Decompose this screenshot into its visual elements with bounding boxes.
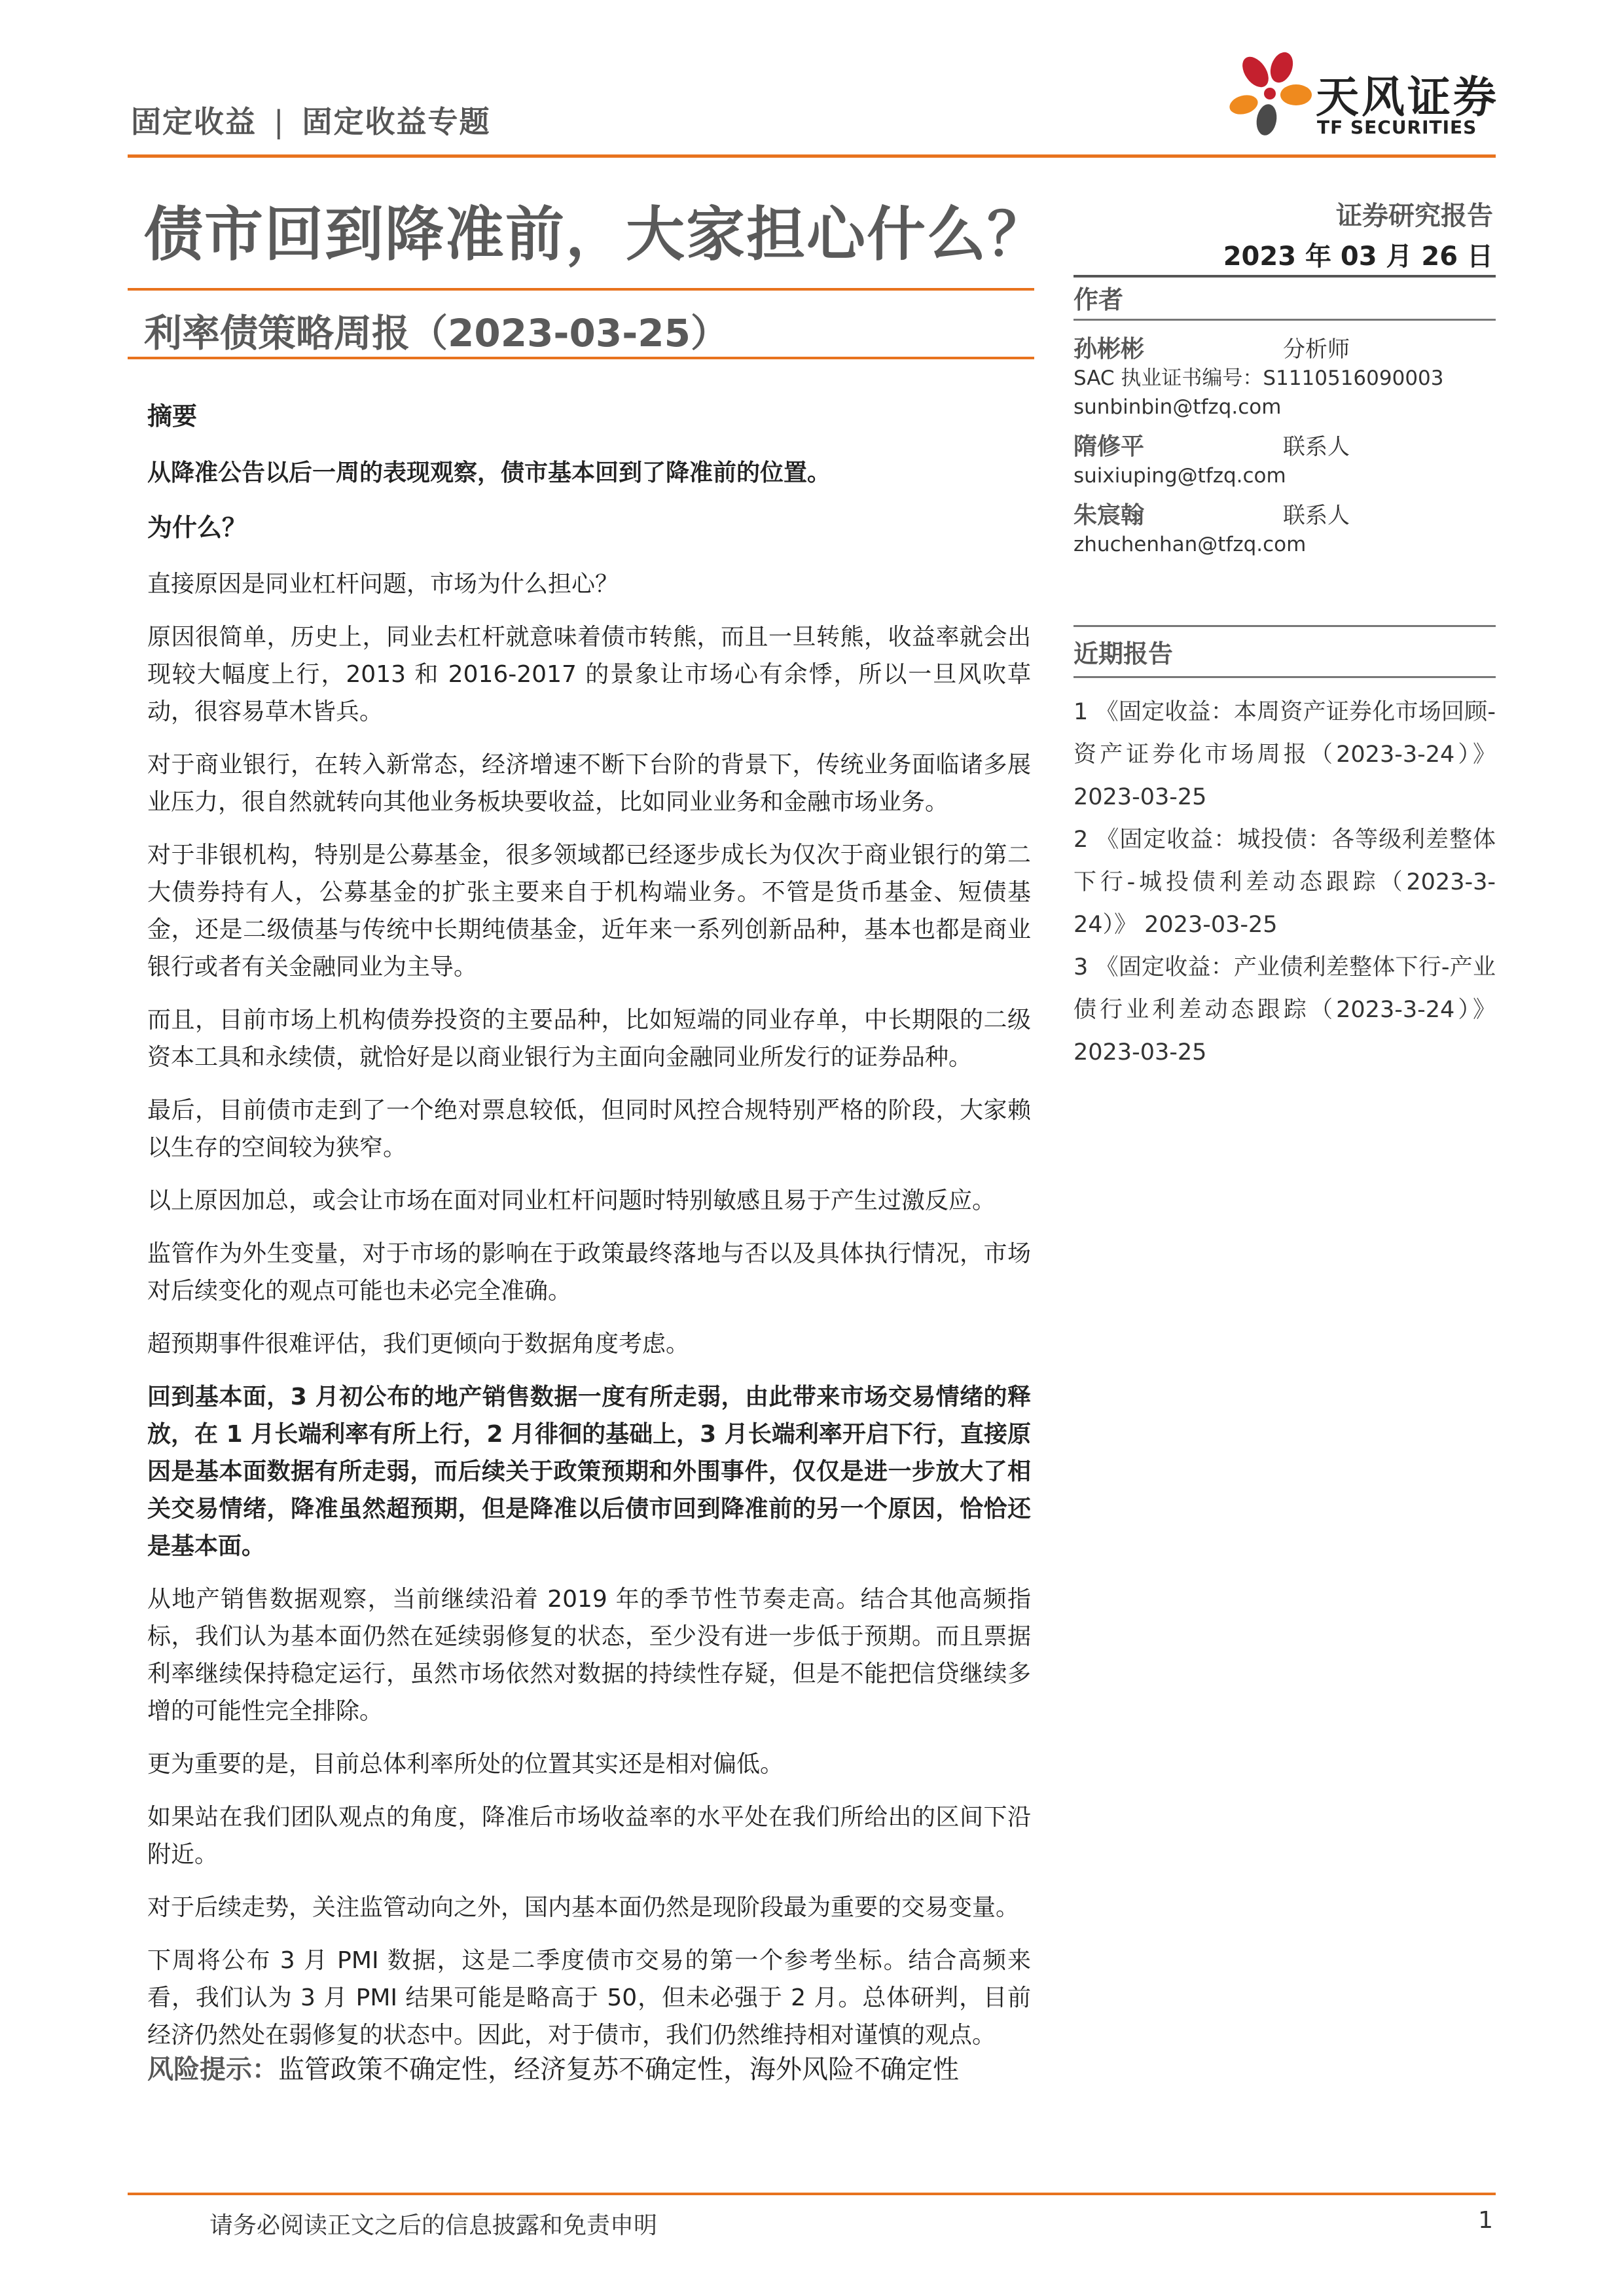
- logo-petal-orange-icon: [1280, 84, 1312, 105]
- date-divider: [1074, 275, 1496, 278]
- body-paragraph: 以上原因加总，或会让市场在面对同业杠杆问题时特别敏感且易于产生过激反应。: [147, 1187, 996, 1214]
- author-email[interactable]: zhuchenhan@tfzq.com: [1074, 533, 1307, 556]
- logo-text-en: TF SECURITIES: [1317, 117, 1477, 138]
- body-paragraph: 对于商业银行，在转入新常态，经济增速不断下台阶的背景下，传统业务面临诸多展业压力，很自然就转向其他业务板块要收益，比如同业业务和金融市场业务。: [147, 751, 1031, 816]
- risk-text: 监管政策不确定性，经济复苏不确定性，海外风险不确定性: [278, 2054, 959, 2085]
- body-paragraph: 监管作为外生变量，对于市场的影响在于政策最终落地与否以及具体执行情况，市场对后续变化的观点可能也未必完全准确。: [147, 1240, 1031, 1304]
- author-name: 朱宸翰: [1074, 502, 1145, 529]
- why-heading: 为什么？: [147, 513, 247, 542]
- page-number: 1: [1478, 2207, 1493, 2234]
- body-paragraph: 从降准公告以后一周的表现观察，债市基本回到了降准前的位置。: [147, 459, 831, 486]
- logo-text-cn: 天风证券: [1316, 72, 1499, 122]
- author-cert: SAC 执业证书编号：S1110516090003: [1074, 367, 1444, 390]
- logo-petal-orange2-icon: [1227, 92, 1260, 117]
- body-paragraph: 下周将公布 3 月 PMI 数据，这是二季度债市交易的第一个参考坐标。结合高频来看，我们认为 3 月 PMI 结果可能是略高于 50，但未必强于 2 月。总体研判，目前经济仍然处在弱修复的状态中。因此，对于债市，我们仍然维持相对谨慎的观点。: [147, 1947, 1031, 2049]
- body-paragraph: 最后，目前债市走到了一个绝对票息较低，但同时风控合规特别严格的阶段，大家赖以生存的空间较为狭窄。: [147, 1097, 1031, 1161]
- risk-label: 风险提示：: [147, 2054, 278, 2085]
- author-role: 联系人: [1283, 503, 1350, 529]
- logo-center-icon: [1264, 88, 1276, 99]
- risk-warning: [147, 2049, 959, 2086]
- author-role: 联系人: [1283, 434, 1350, 460]
- footer-divider: [128, 2193, 1496, 2195]
- author-email[interactable]: sunbinbin@tfzq.com: [1074, 395, 1282, 419]
- report-body: [147, 389, 1031, 2070]
- recent-top-divider: [1074, 625, 1496, 627]
- subtitle-divider: [128, 357, 1034, 359]
- author-role: 分析师: [1283, 336, 1350, 363]
- author-name: 孙彬彬: [1074, 336, 1145, 363]
- author-entry: [1074, 497, 1496, 559]
- author-name: 隋修平: [1074, 433, 1145, 460]
- author-entry: [1074, 428, 1496, 490]
- recent-report-item[interactable]: 2 《固定收益：城投债：各等级利差整体下行-城投债利差动态跟踪（2023-3-24）》 2023-03-25: [1074, 827, 1496, 938]
- category-separator: |: [274, 104, 285, 139]
- recent-reports-section: [1074, 625, 1496, 1074]
- body-paragraph: 原因很简单，历史上，同业去杠杆就意味着债市转熊，而且一旦转熊，收益率就会出现较大幅度上行，2013 和 2016-2017 的景象让市场心有余悸，所以一旦风吹草动，很容易草木皆兵。: [147, 624, 1031, 725]
- recent-report-item[interactable]: 1 《固定收益：本周资产证券化市场回顾-资产证券化市场周报（2023-3-24）》 2023-03-25: [1074, 699, 1496, 810]
- logo-petal-dark-icon: [1254, 103, 1279, 137]
- author-entry: [1074, 331, 1496, 422]
- author-email[interactable]: suixiuping@tfzq.com: [1074, 464, 1286, 488]
- body-paragraph: 从地产销售数据观察，当前继续沿着 2019 年的季节性节奏走高。结合其他高频指标，我们认为基本面仍然在延续弱修复的状态，至少没有进一步低于预期。而且票据利率继续保持稳定运行，虽然市场依然对数据的持续性存疑，但是不能把信贷继续多增的可能性完全排除。: [147, 1586, 1031, 1725]
- title-divider: [128, 288, 1034, 291]
- subcategory-label: 固定收益专题: [302, 104, 491, 139]
- logo-petal-red-icon: [1237, 52, 1274, 92]
- body-paragraph: 直接原因是同业杠杆问题，市场为什么担心？: [147, 571, 619, 598]
- body-paragraph: 对于非银机构，特别是公募基金，很多领域都已经逐步成长为仅次于商业银行的第二大债券持有人，公募基金的扩张主要来自于机构端业务。不管是货币基金、短债基金，还是二级债基与传统中长期纯债基金，近年来一系列创新品种，基本也都是商业银行或者有关金融同业为主导。: [147, 842, 1031, 980]
- recent-reports-heading: 近期报告: [1074, 639, 1174, 668]
- authors-section: [1074, 285, 1496, 565]
- body-paragraph: 如果站在我们团队观点的角度，降准后市场收益率的水平处在我们所给出的区间下沿附近。: [147, 1804, 1031, 1868]
- abstract-heading: 摘要: [147, 402, 198, 431]
- body-paragraph: 而且，目前市场上机构债券投资的主要品种，比如短端的同业存单，中长期限的二级资本工具和永续债，就恰好是以商业银行为主面向金融同业所发行的证券品种。: [147, 1007, 1031, 1071]
- authors-divider: [1074, 319, 1496, 321]
- recent-heading-divider: [1074, 676, 1496, 678]
- body-paragraph: 更为重要的是，目前总体利率所处的位置其实还是相对偏低。: [147, 1751, 784, 1778]
- footer-disclaimer: 请务必阅读正文之后的信息披露和免责申明: [209, 2212, 658, 2239]
- authors-heading: 作者: [1074, 285, 1124, 314]
- body-paragraph: 对于后续走势，关注监管动向之外，国内基本面仍然是现阶段最为重要的交易变量。: [147, 1894, 1020, 1921]
- body-paragraph: 回到基本面，3 月初公布的地产销售数据一度有所走弱，由此带来市场交易情绪的释放，在 1 月长端利率有所上行，2 月徘徊的基础上，3 月长端利率开启下行，直接原因是基本面数据有所走弱，而后续关于政策预期和外围事件，仅仅是进一步放大了相关交易情绪，降准虽然超预期，但是降准以后债市回到降准前的另一个原因，恰恰还是基本面。: [147, 1384, 1031, 1560]
- category-label: 固定收益: [131, 104, 257, 139]
- recent-report-item[interactable]: 3 《固定收益：产业债利差整体下行-产业债行业利差动态跟踪（2023-3-24）》 2023-03-25: [1074, 954, 1496, 1066]
- header-divider: [128, 154, 1496, 158]
- report-subtitle: 利率债策略周报（2023-03-25）: [144, 311, 729, 355]
- body-paragraph: 超预期事件很难评估，我们更倾向于数据角度考虑。: [147, 1331, 690, 1357]
- report-type: 证券研究报告: [1336, 201, 1493, 231]
- report-title: 债市回到降准前，大家担心什么？: [144, 200, 1047, 269]
- logo-petal-red2-icon: [1267, 49, 1297, 86]
- report-category: [131, 98, 491, 141]
- report-date: 2023 年 03 月 26 日: [1223, 242, 1493, 272]
